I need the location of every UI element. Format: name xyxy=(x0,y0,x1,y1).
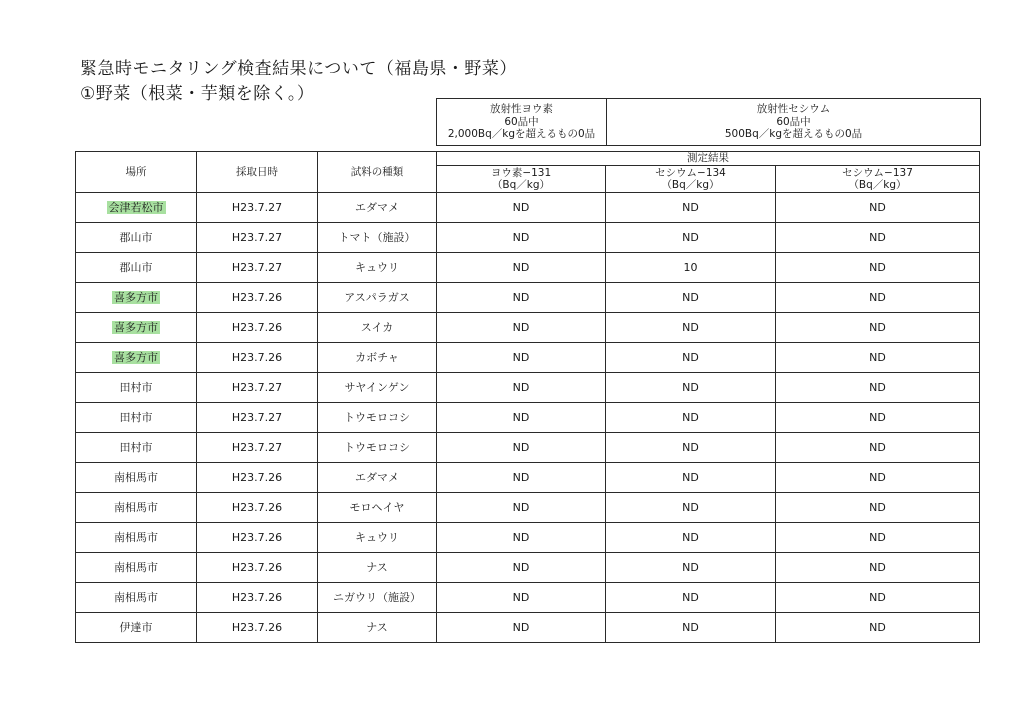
header-i131-label: ヨウ素−131 xyxy=(490,167,552,179)
table-row xyxy=(76,253,980,283)
location-text: 南相馬市 xyxy=(114,501,158,514)
cell-date: H23.7.27 xyxy=(197,403,318,433)
cell-i131: ND xyxy=(437,493,606,523)
cell-cs137: ND xyxy=(776,463,980,493)
cell-date: H23.7.26 xyxy=(197,313,318,343)
header-sample: 試料の種類 xyxy=(318,152,437,193)
location-text: 喜多方市 xyxy=(114,321,158,334)
header-cs137 xyxy=(776,166,980,193)
location-text: 田村市 xyxy=(119,381,153,394)
cell-cs134: ND xyxy=(606,403,776,433)
cell-sample: スイカ xyxy=(318,313,437,343)
cell-sample: サヤインゲン xyxy=(318,373,437,403)
cell-date: H23.7.27 xyxy=(197,433,318,463)
page-title: 緊急時モニタリング検査結果について（福島県・野菜） xyxy=(80,59,517,79)
results-table xyxy=(75,151,980,643)
cell-i131: ND xyxy=(437,463,606,493)
cell-sample: エダマメ xyxy=(318,193,437,223)
table-row xyxy=(76,553,980,583)
cell-date: H23.7.26 xyxy=(197,283,318,313)
cell-i131: ND xyxy=(437,283,606,313)
header-i131-unit: （Bq／kg） xyxy=(491,179,551,191)
cell-location xyxy=(76,493,197,523)
cell-location xyxy=(76,613,197,643)
table-row xyxy=(76,493,980,523)
cell-sample: キュウリ xyxy=(318,523,437,553)
cell-i131: ND xyxy=(437,583,606,613)
iodine-summary-count: 60品中 xyxy=(504,115,539,128)
cell-sample: ナス xyxy=(318,613,437,643)
table-row xyxy=(76,523,980,553)
header-cs134 xyxy=(606,166,776,193)
location-text: 南相馬市 xyxy=(114,531,158,544)
cell-location xyxy=(76,433,197,463)
table-row xyxy=(76,403,980,433)
cell-sample: ニガウリ（施設） xyxy=(318,583,437,613)
cell-location xyxy=(76,523,197,553)
header-cs137-unit: （Bq／kg） xyxy=(848,179,907,191)
cell-i131: ND xyxy=(437,403,606,433)
cell-cs134: ND xyxy=(606,223,776,253)
table-row xyxy=(76,583,980,613)
cell-cs137: ND xyxy=(776,343,980,373)
cell-date: H23.7.27 xyxy=(197,223,318,253)
cesium-summary-count: 60品中 xyxy=(776,115,811,128)
header-i131 xyxy=(437,166,606,193)
cell-cs134: ND xyxy=(606,463,776,493)
table-row xyxy=(76,193,980,223)
cell-date: H23.7.26 xyxy=(197,463,318,493)
cesium-summary-limit: 500Bq／kgを超えるもの0品 xyxy=(724,128,863,141)
page-subtitle: ①野菜（根菜・芋類を除く。） xyxy=(80,84,315,104)
cell-i131: ND xyxy=(437,613,606,643)
cell-cs134: ND xyxy=(606,553,776,583)
table-row xyxy=(76,223,980,253)
cell-cs134: ND xyxy=(606,373,776,403)
cell-i131: ND xyxy=(437,313,606,343)
location-text: 会津若松市 xyxy=(108,201,164,214)
cell-sample: カボチャ xyxy=(318,343,437,373)
header-cs134-unit: （Bq／kg） xyxy=(661,179,720,191)
cell-i131: ND xyxy=(437,373,606,403)
cell-i131: ND xyxy=(437,523,606,553)
cell-cs137: ND xyxy=(776,283,980,313)
cell-cs137: ND xyxy=(776,433,980,463)
cell-sample: トウモロコシ xyxy=(318,433,437,463)
cell-cs137: ND xyxy=(776,493,980,523)
cell-cs137: ND xyxy=(776,313,980,343)
cell-sample: モロヘイヤ xyxy=(318,493,437,523)
cell-sample: アスパラガス xyxy=(318,283,437,313)
cell-cs134: ND xyxy=(606,613,776,643)
cell-i131: ND xyxy=(437,253,606,283)
summary-table xyxy=(436,98,981,146)
table-row xyxy=(76,463,980,493)
cell-date: H23.7.26 xyxy=(197,343,318,373)
header-cs134-label: セシウム−134 xyxy=(655,167,726,179)
cell-cs137: ND xyxy=(776,223,980,253)
cell-cs137: ND xyxy=(776,373,980,403)
cell-location xyxy=(76,373,197,403)
cell-location xyxy=(76,223,197,253)
cell-cs134: ND xyxy=(606,343,776,373)
cell-cs134: ND xyxy=(606,583,776,613)
cell-location xyxy=(76,193,197,223)
cell-i131: ND xyxy=(437,553,606,583)
cell-date: H23.7.27 xyxy=(197,253,318,283)
cell-location xyxy=(76,343,197,373)
cell-sample: トマト（施設） xyxy=(318,223,437,253)
table-row xyxy=(76,343,980,373)
table-row xyxy=(76,283,980,313)
location-text: 郡山市 xyxy=(119,261,153,274)
cell-cs137: ND xyxy=(776,553,980,583)
cell-sample: エダマメ xyxy=(318,463,437,493)
cell-date: H23.7.26 xyxy=(197,553,318,583)
cesium-summary-cell xyxy=(607,99,981,146)
cell-sample: キュウリ xyxy=(318,253,437,283)
cell-location xyxy=(76,313,197,343)
cell-date: H23.7.26 xyxy=(197,613,318,643)
cell-location xyxy=(76,403,197,433)
header-date: 採取日時 xyxy=(197,152,318,193)
iodine-summary-cell xyxy=(437,99,607,146)
iodine-summary-label: 放射性ヨウ素 xyxy=(490,103,553,116)
location-text: 田村市 xyxy=(119,411,153,424)
cell-cs137: ND xyxy=(776,253,980,283)
cell-cs137: ND xyxy=(776,193,980,223)
table-row xyxy=(76,613,980,643)
cell-cs134: ND xyxy=(606,523,776,553)
table-row xyxy=(76,373,980,403)
cell-sample: ナス xyxy=(318,553,437,583)
cell-cs137: ND xyxy=(776,403,980,433)
header-location: 場所 xyxy=(76,152,197,193)
cell-cs137: ND xyxy=(776,583,980,613)
location-text: 南相馬市 xyxy=(114,591,158,604)
cell-cs134: ND xyxy=(606,193,776,223)
cell-i131: ND xyxy=(437,433,606,463)
location-text: 伊達市 xyxy=(119,621,153,634)
location-text: 郡山市 xyxy=(119,231,153,244)
cell-date: H23.7.26 xyxy=(197,583,318,613)
header-cs137-label: セシウム−137 xyxy=(842,167,913,179)
cell-i131: ND xyxy=(437,223,606,253)
cell-date: H23.7.27 xyxy=(197,193,318,223)
cell-cs134: ND xyxy=(606,283,776,313)
table-row xyxy=(76,433,980,463)
location-text: 南相馬市 xyxy=(114,471,158,484)
cell-cs137: ND xyxy=(776,613,980,643)
iodine-summary-limit: 2,000Bq／kgを超えるもの0品 xyxy=(447,128,596,141)
header-result: 測定結果 xyxy=(437,152,980,166)
cell-date: H23.7.26 xyxy=(197,523,318,553)
cell-location xyxy=(76,283,197,313)
location-text: 喜多方市 xyxy=(114,351,158,364)
cell-sample: トウモロコシ xyxy=(318,403,437,433)
cell-cs134: ND xyxy=(606,433,776,463)
cell-cs134: ND xyxy=(606,493,776,523)
cell-location xyxy=(76,553,197,583)
cell-cs134: ND xyxy=(606,313,776,343)
cell-location xyxy=(76,463,197,493)
cell-location xyxy=(76,583,197,613)
cesium-summary-label: 放射性セシウム xyxy=(756,103,831,116)
location-text: 田村市 xyxy=(119,441,153,454)
location-text: 喜多方市 xyxy=(114,291,158,304)
cell-date: H23.7.26 xyxy=(197,493,318,523)
cell-cs137: ND xyxy=(776,523,980,553)
cell-date: H23.7.27 xyxy=(197,373,318,403)
cell-location xyxy=(76,253,197,283)
table-row xyxy=(76,313,980,343)
cell-i131: ND xyxy=(437,193,606,223)
cell-i131: ND xyxy=(437,343,606,373)
cell-cs134: 10 xyxy=(606,253,776,283)
location-text: 南相馬市 xyxy=(114,561,158,574)
